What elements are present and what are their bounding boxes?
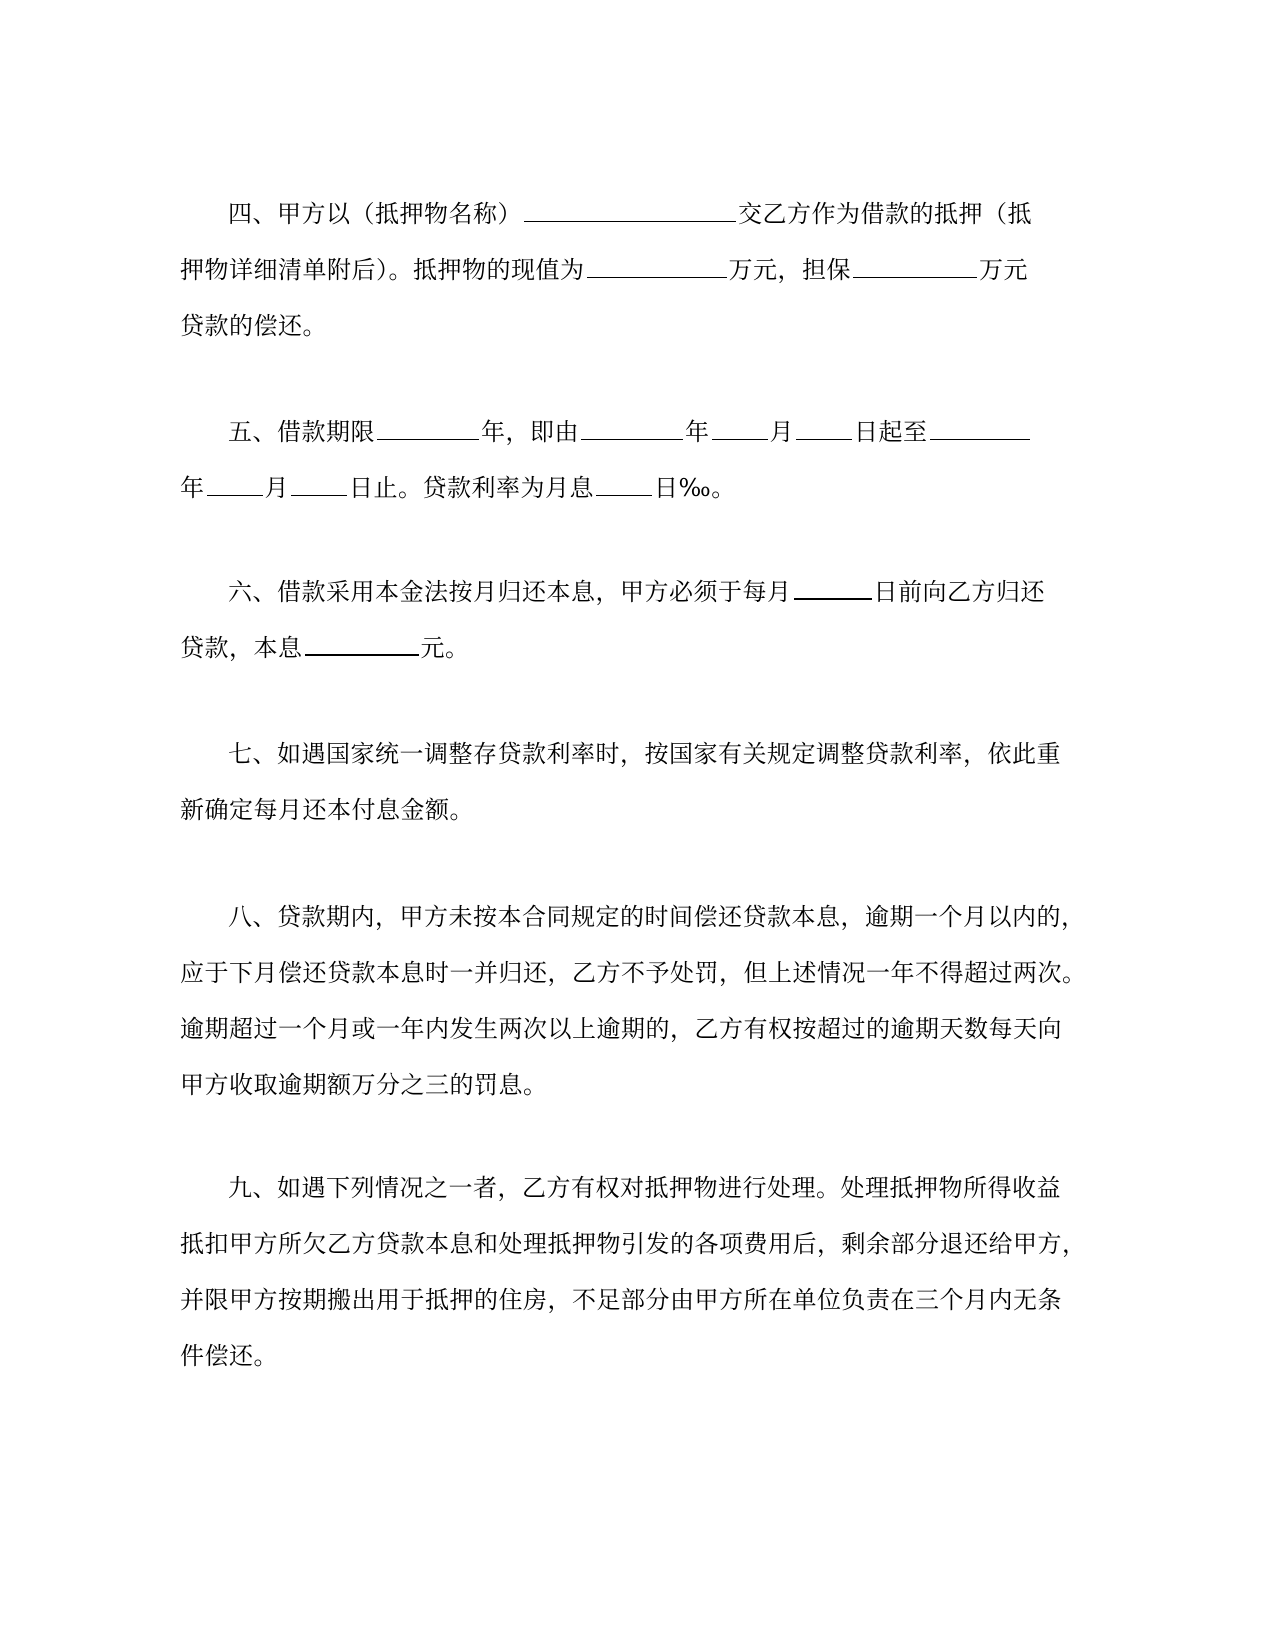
guarantee-amount-blank [853,255,977,278]
clause-5-text-f: 年 [180,474,205,502]
end-year-blank [930,417,1030,440]
principal-interest-blank [305,632,419,656]
clause-6-text-c: 贷款，本息 [180,634,303,662]
end-month-blank [207,473,263,496]
clause-5-text-h: 日止。贷款利率为月息 [349,474,594,502]
collateral-name-blank [524,199,736,222]
clause-6-line-1 [180,564,1060,620]
start-year-blank [581,417,683,440]
clause-8-line-3: 逾期超过一个月或一年内发生两次以上逾期的，乙方有权按超过的逾期天数每天向 [180,1015,1062,1043]
clause-9-line-3: 并限甲方按期搬出用于抵押的住房，不足部分由甲方所在单位负责在三个月内无条 [180,1286,1062,1314]
clause-4-text-c: 押物详细清单附后）。抵押物的现值为 [180,256,585,284]
clause-4-line-2 [180,242,1060,298]
start-day-blank [796,417,852,440]
clause-5-line-2 [180,460,1060,516]
clause-6-line-2 [180,620,1060,676]
clause-5-text-b: 年，即由 [481,418,579,446]
clause-4-text-d: 万元，担保 [728,256,851,284]
clause-5-text-i: 日‰。 [654,474,736,502]
clause-4-text-b: 交乙方作为借款的抵押（抵 [738,200,1032,228]
clause-7-line-1: 七、如遇国家统一调整存贷款利率时，按国家有关规定调整贷款利率，依此重 [228,740,1061,768]
interest-rate-blank [596,473,652,496]
repayment-day-blank [794,576,872,600]
clause-4-line-1 [180,186,1060,242]
clause-6 [180,564,1060,676]
clause-5-text-d: 月 [769,418,794,446]
clause-5-text-g: 月 [264,474,289,502]
start-month-blank [712,417,768,440]
clause-7-line-2: 新确定每月还本付息金额。 [180,796,474,824]
clause-9 [180,1160,1087,1384]
clause-4-text-e: 万元 [979,256,1028,284]
clause-6-text-a: 六、借款采用本金法按月归还本息，甲方必须于每月 [228,578,792,606]
clause-4-line-3 [180,298,1060,354]
clause-5-text-c: 年 [685,418,710,446]
clause-4 [180,186,1060,354]
collateral-value-blank [587,255,727,278]
clause-5-text-e: 日起至 [854,418,928,446]
clause-9-line-1: 九、如遇下列情况之一者，乙方有权对抵押物进行处理。处理抵押物所得收益 [228,1174,1061,1202]
clause-8-line-4: 甲方收取逾期额万分之三的罚息。 [180,1071,548,1099]
clause-7 [180,726,1060,838]
loan-term-years-blank [377,417,479,440]
clause-5 [180,404,1060,516]
clause-9-line-4: 件偿还。 [180,1342,278,1370]
clause-5-text-a: 五、借款期限 [228,418,375,446]
clause-4-text-a: 四、甲方以（抵押物名称） [228,200,522,228]
end-day-blank [291,473,347,496]
clause-8 [180,889,1087,1113]
clause-4-text-f: 贷款的偿还。 [180,312,327,340]
clause-5-line-1 [180,404,1060,460]
clause-6-text-b: 日前向乙方归还 [873,578,1045,606]
clause-9-line-2: 抵扣甲方所欠乙方贷款本息和处理抵押物引发的各项费用后，剩余部分退还给甲方， [180,1230,1087,1258]
clause-8-line-1: 八、贷款期内，甲方未按本合同规定的时间偿还贷款本息，逾期一个月以内的， [228,903,1086,931]
clause-6-text-d: 元。 [420,634,470,662]
clause-8-line-2: 应于下月偿还贷款本息时一并归还，乙方不予处罚，但上述情况一年不得超过两次。 [180,959,1087,987]
